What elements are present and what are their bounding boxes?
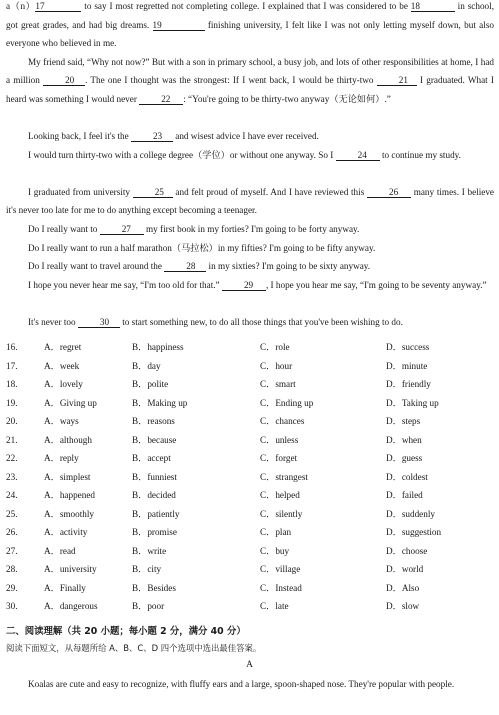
option-row bbox=[6, 579, 494, 598]
option-c[interactable]: C．Instead bbox=[260, 582, 302, 593]
question-number: 22. bbox=[6, 453, 18, 463]
option-a[interactable]: A．reply bbox=[44, 453, 79, 463]
option-row bbox=[6, 412, 494, 431]
blank-18[interactable] bbox=[411, 1, 455, 12]
option-b[interactable]: B．accept bbox=[132, 453, 171, 463]
option-a[interactable]: A．happened bbox=[44, 490, 96, 500]
option-a[interactable]: A．regret bbox=[44, 342, 82, 352]
blank-22[interactable] bbox=[139, 94, 183, 105]
option-c[interactable]: C．hour bbox=[260, 360, 293, 371]
question-number: 28. bbox=[6, 564, 18, 574]
question-number: 24. bbox=[6, 490, 18, 500]
text-segment: I graduated from university bbox=[28, 186, 133, 197]
option-b[interactable]: B．poor bbox=[132, 601, 165, 611]
question-number: 27. bbox=[6, 545, 18, 556]
cloze-paragraph-5 bbox=[6, 183, 494, 220]
cloze-paragraph-1 bbox=[6, 0, 494, 53]
text-segment: I hope you never hear me say, “I'm too old for that.” bbox=[28, 279, 222, 290]
option-b[interactable]: B．because bbox=[132, 434, 177, 445]
text-segment: finishing university, I felt like I was not only letting myself down, but also everyone who believed in me. bbox=[6, 19, 494, 49]
option-a[interactable]: A．activity bbox=[44, 527, 88, 537]
option-d[interactable]: D．success bbox=[386, 342, 430, 352]
option-row bbox=[6, 505, 494, 524]
cloze-paragraph-10 bbox=[6, 313, 494, 332]
text-segment: and felt proud of myself. And I have reviewed this bbox=[172, 186, 367, 197]
blank-27[interactable] bbox=[100, 224, 144, 235]
text-segment: many times. I believe it's never too late for me to do anything except becoming a teenager. bbox=[6, 186, 495, 216]
cloze-paragraph-9 bbox=[6, 276, 494, 295]
option-row bbox=[6, 431, 494, 450]
text-segment: Looking back, I feel it's the bbox=[28, 131, 131, 141]
option-c[interactable]: C．forget bbox=[260, 453, 298, 463]
option-row bbox=[6, 542, 494, 561]
text-segment: and wisest advice I have ever received. bbox=[172, 131, 319, 141]
option-row bbox=[6, 597, 494, 616]
option-a[interactable]: A．dangerous bbox=[44, 601, 98, 611]
question-number: 26. bbox=[6, 527, 18, 537]
option-b[interactable]: B．city bbox=[132, 564, 162, 574]
text-segment: It's never too bbox=[28, 317, 78, 327]
option-b[interactable]: B．polite bbox=[132, 379, 169, 389]
question-number: 25. bbox=[6, 508, 18, 519]
text-segment: to say I most regretted not completing college. I explained that I was considered to be bbox=[81, 1, 411, 11]
blank-number: 18 bbox=[410, 1, 420, 11]
option-c[interactable]: C．silently bbox=[260, 508, 303, 519]
option-a[interactable]: A．simplest bbox=[44, 471, 91, 482]
option-c[interactable]: C．buy bbox=[260, 545, 290, 556]
blank-number: 23 bbox=[152, 131, 163, 141]
option-c[interactable]: C．unless bbox=[260, 434, 299, 445]
blank-number: 22 bbox=[161, 93, 171, 104]
question-number: 16. bbox=[6, 342, 18, 352]
option-b[interactable]: B．reasons bbox=[132, 416, 175, 426]
option-d[interactable]: D．friendly bbox=[386, 379, 431, 389]
option-d[interactable]: D．steps bbox=[386, 416, 421, 426]
option-row bbox=[6, 449, 494, 468]
section-instruction: 阅读下面短文，从每题所给 A、B、C、D 四个选项中选出最佳答案。 bbox=[6, 643, 262, 653]
option-a[interactable]: A．smoothly bbox=[44, 508, 95, 519]
cloze-paragraph-4 bbox=[6, 146, 494, 165]
text-segment: in my sixties? I'm going to be sixty anyway. bbox=[206, 261, 371, 272]
blank-28[interactable] bbox=[164, 261, 206, 272]
question-number: 17. bbox=[6, 360, 18, 371]
question-number: 19. bbox=[6, 397, 18, 408]
blank-29[interactable] bbox=[222, 280, 266, 291]
option-c[interactable]: C．plan bbox=[260, 527, 292, 537]
cloze-paragraph-8 bbox=[6, 257, 494, 276]
option-c[interactable]: C．village bbox=[260, 564, 301, 574]
question-number: 29. bbox=[6, 582, 18, 593]
option-d[interactable]: D．suddenly bbox=[386, 508, 435, 519]
blank-17[interactable] bbox=[35, 1, 81, 12]
option-row bbox=[6, 375, 494, 394]
section-heading: 二、阅读理解（共 20 小题；每小题 2 分，满分 40 分） bbox=[6, 626, 246, 637]
blank-number: 25 bbox=[154, 186, 164, 197]
option-row bbox=[6, 486, 494, 505]
text-segment: a（n） bbox=[6, 1, 36, 11]
option-row bbox=[6, 468, 494, 487]
blank-number: 29 bbox=[243, 279, 254, 290]
option-b[interactable]: B．Making up bbox=[132, 397, 188, 408]
option-d[interactable]: D．minute bbox=[386, 360, 428, 371]
text-segment: to continue my study. bbox=[379, 149, 461, 160]
option-a[interactable]: A．lovely bbox=[44, 379, 83, 389]
text-segment: in school, got great grades, and had big dreams. bbox=[6, 1, 494, 30]
option-c[interactable]: C．helped bbox=[260, 490, 300, 500]
blank-number: 27 bbox=[121, 224, 131, 234]
option-a[interactable]: A．Giving up bbox=[44, 397, 97, 408]
option-a[interactable]: A．ways bbox=[44, 416, 79, 426]
option-row bbox=[6, 394, 494, 413]
cloze-paragraph-7 bbox=[6, 239, 494, 258]
option-d[interactable]: D．coldest bbox=[386, 471, 428, 482]
option-b[interactable]: B．funniest bbox=[132, 471, 177, 482]
option-d[interactable]: D．Also bbox=[386, 582, 420, 593]
option-b[interactable]: B．Besides bbox=[132, 582, 176, 593]
option-row bbox=[6, 523, 494, 542]
text-segment: Do I really want to travel around the bbox=[28, 261, 165, 272]
passage-text: Koalas are cute and easy to recognize, with fluffy ears and a large, spoon-shaped nose. They're popular with people. bbox=[28, 679, 455, 689]
blank-19[interactable] bbox=[153, 20, 205, 31]
option-a[interactable]: A．university bbox=[44, 564, 97, 574]
option-a[interactable]: A．week bbox=[44, 360, 80, 371]
blank-number: 30 bbox=[99, 317, 110, 327]
question-number: 23. bbox=[6, 471, 18, 482]
option-d[interactable]: D．Taking up bbox=[386, 397, 439, 408]
option-a[interactable]: A．read bbox=[44, 545, 76, 556]
text-segment: to start something new, to do all those things that you've been wishing to do. bbox=[119, 317, 403, 327]
option-c[interactable]: C．smart bbox=[260, 379, 296, 389]
blank-number: 19 bbox=[152, 19, 162, 30]
option-c[interactable]: C．chances bbox=[260, 416, 305, 426]
option-d[interactable]: D．world bbox=[386, 564, 424, 574]
blank-20[interactable] bbox=[43, 75, 85, 86]
option-d[interactable]: D．guess bbox=[386, 453, 423, 463]
option-a[interactable]: A．although bbox=[44, 434, 92, 445]
question-number: 20. bbox=[6, 416, 18, 426]
option-c[interactable]: C．role bbox=[260, 342, 290, 352]
option-c[interactable]: C．late bbox=[260, 601, 289, 611]
text-segment: Do I really want to run a half marathon（马拉松）in my fifties? I'm going to be fifty anyway. bbox=[28, 242, 376, 253]
blank-number: 17 bbox=[35, 1, 45, 11]
cloze-paragraph-2 bbox=[6, 53, 494, 109]
option-row bbox=[6, 357, 494, 376]
blank-number: 28 bbox=[186, 261, 196, 272]
blank-25[interactable] bbox=[133, 187, 173, 198]
option-d[interactable]: D．failed bbox=[386, 490, 423, 500]
option-d[interactable]: D．choose bbox=[386, 545, 428, 556]
option-b[interactable]: B．decided bbox=[132, 490, 176, 500]
blank-number: 20 bbox=[65, 75, 75, 86]
text-segment: : “You're going to be thirty-two anyway（无论如何）.” bbox=[183, 93, 391, 104]
answer-options-table bbox=[6, 338, 494, 616]
option-c[interactable]: C．Ending up bbox=[260, 397, 314, 408]
blank-number: 26 bbox=[389, 186, 399, 197]
text-segment: Do I really want to bbox=[28, 224, 100, 234]
option-b[interactable]: B．write bbox=[132, 545, 167, 556]
text-segment: My friend said, “Why not now?” But with a son in primary school, a busy job, and lots of other responsibilities at home, I had a million bbox=[6, 56, 494, 86]
option-b[interactable]: B．patiently bbox=[132, 508, 180, 519]
option-d[interactable]: D．when bbox=[386, 434, 422, 445]
text-segment: . The one I thought was the strongest: If I went back, I would be thirty-two bbox=[85, 75, 377, 86]
text-segment: I would turn thirty-two with a college degree（学位）or without one anyway. So I bbox=[28, 149, 336, 160]
text-segment: , I hope you hear me say, “I'm going to be seventy anyway.” bbox=[265, 279, 487, 290]
text-segment: I graduated. What I heard was something I would never bbox=[6, 75, 494, 104]
option-b[interactable]: B．day bbox=[132, 360, 161, 371]
option-d[interactable]: D．slow bbox=[386, 601, 420, 611]
blank-21[interactable] bbox=[377, 75, 417, 86]
question-number: 30. bbox=[6, 601, 18, 611]
option-b[interactable]: B．happiness bbox=[132, 342, 184, 352]
option-d[interactable]: D．suggestion bbox=[386, 527, 442, 537]
option-row bbox=[6, 338, 494, 357]
blank-24[interactable] bbox=[336, 150, 380, 161]
text-segment: my first book in my forties? I'm going to be forty anyway. bbox=[143, 224, 360, 234]
blank-30[interactable] bbox=[78, 317, 120, 328]
cloze-paragraph-6 bbox=[6, 220, 494, 239]
blank-26[interactable] bbox=[367, 187, 411, 198]
option-a[interactable]: A．Finally bbox=[44, 582, 86, 593]
question-number: 18. bbox=[6, 379, 18, 389]
cloze-paragraph-3 bbox=[6, 127, 494, 146]
option-c[interactable]: C．strangest bbox=[260, 471, 308, 482]
question-number: 21. bbox=[6, 434, 18, 445]
option-b[interactable]: B．promise bbox=[132, 527, 177, 537]
blank-23[interactable] bbox=[131, 131, 173, 142]
passage-label: A bbox=[246, 660, 253, 670]
blank-number: 24 bbox=[357, 149, 367, 160]
option-row bbox=[6, 560, 494, 579]
blank-number: 21 bbox=[398, 75, 408, 86]
